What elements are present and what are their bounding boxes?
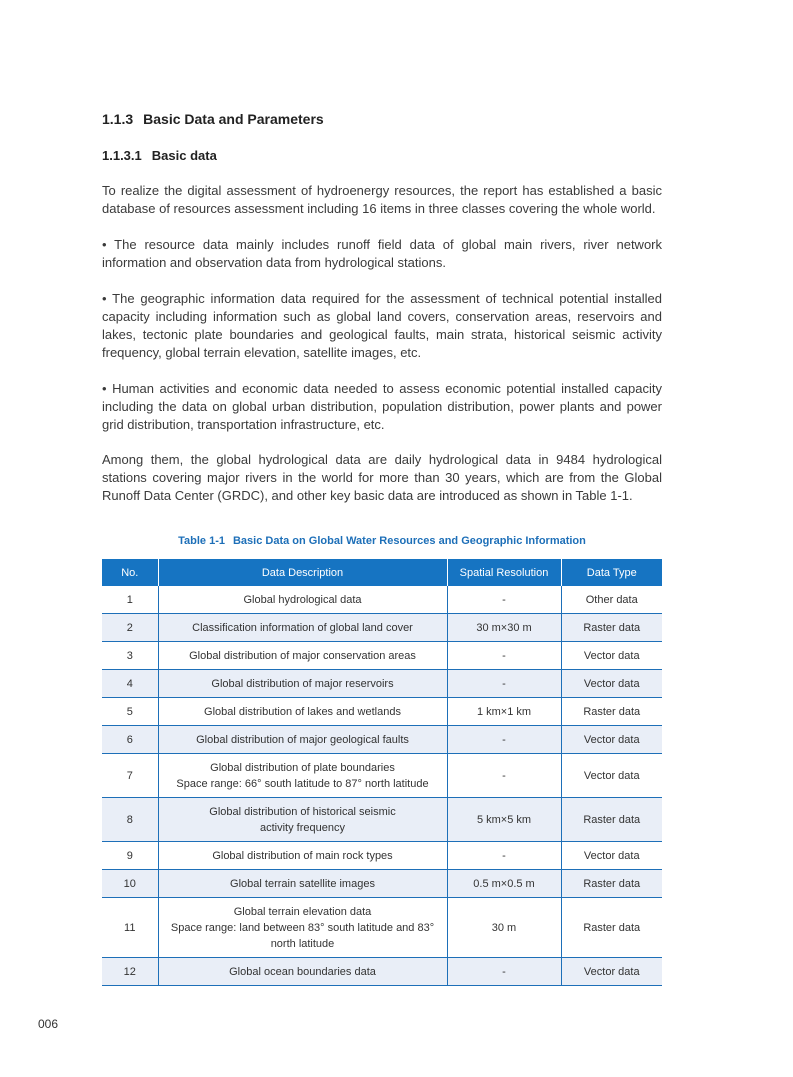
paragraph-intro: To realize the digital assessment of hydroenergy resources, the report has established a basic database of resources assessment including 16 items in three classes covering the whole world.: [102, 183, 662, 216]
cell-type: Other data: [561, 586, 662, 614]
table-row: [102, 670, 662, 698]
cell-description: Global ocean boundaries data: [158, 958, 447, 986]
cell-description-line2: Space range: land between 83° south latitude and 83° north latitude: [170, 921, 435, 950]
cell-resolution: 30 m×30 m: [447, 614, 561, 642]
table-row: [102, 698, 662, 726]
table-caption-title: Basic Data on Global Water Resources and Geographic Information: [232, 535, 586, 547]
cell-resolution: 1 km×1 km: [447, 698, 561, 726]
cell-no: 2: [102, 614, 158, 642]
table-caption-number: Table 1-1: [178, 535, 225, 547]
cell-type: Vector data: [561, 726, 662, 754]
cell-no: 12: [102, 958, 158, 986]
table-row: [102, 726, 662, 754]
cell-resolution: 5 km×5 km: [447, 798, 561, 842]
cell-resolution: -: [447, 754, 561, 798]
cell-no: 10: [102, 870, 158, 898]
cell-no: 4: [102, 670, 158, 698]
table-caption: [102, 535, 662, 547]
header-description: Data Description: [158, 559, 447, 586]
cell-description: [158, 754, 447, 798]
table-row: [102, 614, 662, 642]
cell-description: Global distribution of main rock types: [158, 842, 447, 870]
cell-resolution: -: [447, 586, 561, 614]
cell-description: Global terrain satellite images: [158, 870, 447, 898]
cell-no: 9: [102, 842, 158, 870]
cell-resolution: -: [447, 842, 561, 870]
cell-no: 3: [102, 642, 158, 670]
cell-resolution: 30 m: [447, 898, 561, 958]
table-row: [102, 754, 662, 798]
cell-description: Classification information of global land cover: [158, 614, 447, 642]
cell-description: Global distribution of major conservation areas: [158, 642, 447, 670]
cell-type: Vector data: [561, 842, 662, 870]
cell-type: Vector data: [561, 642, 662, 670]
cell-description: Global distribution of major geological faults: [158, 726, 447, 754]
cell-type: Vector data: [561, 958, 662, 986]
page-number: 006: [38, 1017, 59, 1031]
paragraph-resource-data: • The resource data mainly includes runoff field data of global main rivers, river network information and observation data from hydrological stations.: [102, 237, 662, 270]
cell-description-line2: Space range: 66° south latitude to 87° north latitude: [176, 777, 429, 790]
cell-resolution: -: [447, 726, 561, 754]
cell-type: Vector data: [561, 670, 662, 698]
subsection-title: Basic data: [151, 148, 217, 163]
cell-description-line1: Global distribution of plate boundaries: [210, 761, 395, 774]
section-title: Basic Data and Parameters: [143, 111, 324, 127]
data-table: [102, 559, 662, 986]
section-heading: [102, 111, 324, 127]
cell-no: 5: [102, 698, 158, 726]
cell-type: Raster data: [561, 614, 662, 642]
cell-resolution: 0.5 m×0.5 m: [447, 870, 561, 898]
header-type: Data Type: [561, 559, 662, 586]
paragraph-geographic-data: • The geographic information data required for the assessment of technical potential installed capacity including information such as global land covers, conservation areas, reservoirs and lakes, tectonic plate boundaries and geological faults, main strata, historical seismic activity frequency, global terrain elevation, satellite images, etc.: [102, 291, 662, 360]
cell-type: Raster data: [561, 798, 662, 842]
cell-type: Vector data: [561, 754, 662, 798]
paragraph-hydrological-data: Among them, the global hydrological data are daily hydrological data in 9484 hydrological stations covering major rivers in the world for more than 30 years, which are from the Global Runoff Data Center (GRDC), and other key basic data are introduced as shown in Table 1-1.: [102, 452, 662, 503]
cell-resolution: -: [447, 642, 561, 670]
subsection-number: 1.1.3.1: [102, 148, 142, 163]
cell-description: Global hydrological data: [158, 586, 447, 614]
header-no: No.: [102, 559, 158, 586]
cell-type: Raster data: [561, 698, 662, 726]
table-row: [102, 898, 662, 958]
paragraph-economic-data: • Human activities and economic data needed to assess economic potential installed capacity including the data on global urban distribution, population distribution, power plants and power grid distribution, transportation infrastructure, etc.: [102, 381, 662, 432]
cell-description: Global distribution of historical seismic activity frequency: [158, 798, 447, 842]
cell-no: 7: [102, 754, 158, 798]
cell-no: 8: [102, 798, 158, 842]
table-row: [102, 842, 662, 870]
cell-description-line1: Global terrain elevation data: [233, 905, 372, 918]
table-row: [102, 642, 662, 670]
cell-no: 1: [102, 586, 158, 614]
cell-type: Raster data: [561, 898, 662, 958]
table-row: [102, 958, 662, 986]
cell-description: Global distribution of major reservoirs: [158, 670, 447, 698]
subsection-heading: [102, 148, 217, 163]
cell-no: 6: [102, 726, 158, 754]
cell-type: Raster data: [561, 870, 662, 898]
cell-description: Global distribution of lakes and wetlands: [158, 698, 447, 726]
table-row: [102, 798, 662, 842]
header-resolution: Spatial Resolution: [447, 559, 561, 586]
table-row: [102, 586, 662, 614]
cell-resolution: -: [447, 670, 561, 698]
cell-no: 11: [102, 898, 158, 958]
cell-resolution: -: [447, 958, 561, 986]
cell-description: [158, 898, 447, 958]
section-number: 1.1.3: [102, 111, 134, 127]
table-row: [102, 870, 662, 898]
table-header-row: [102, 559, 662, 586]
